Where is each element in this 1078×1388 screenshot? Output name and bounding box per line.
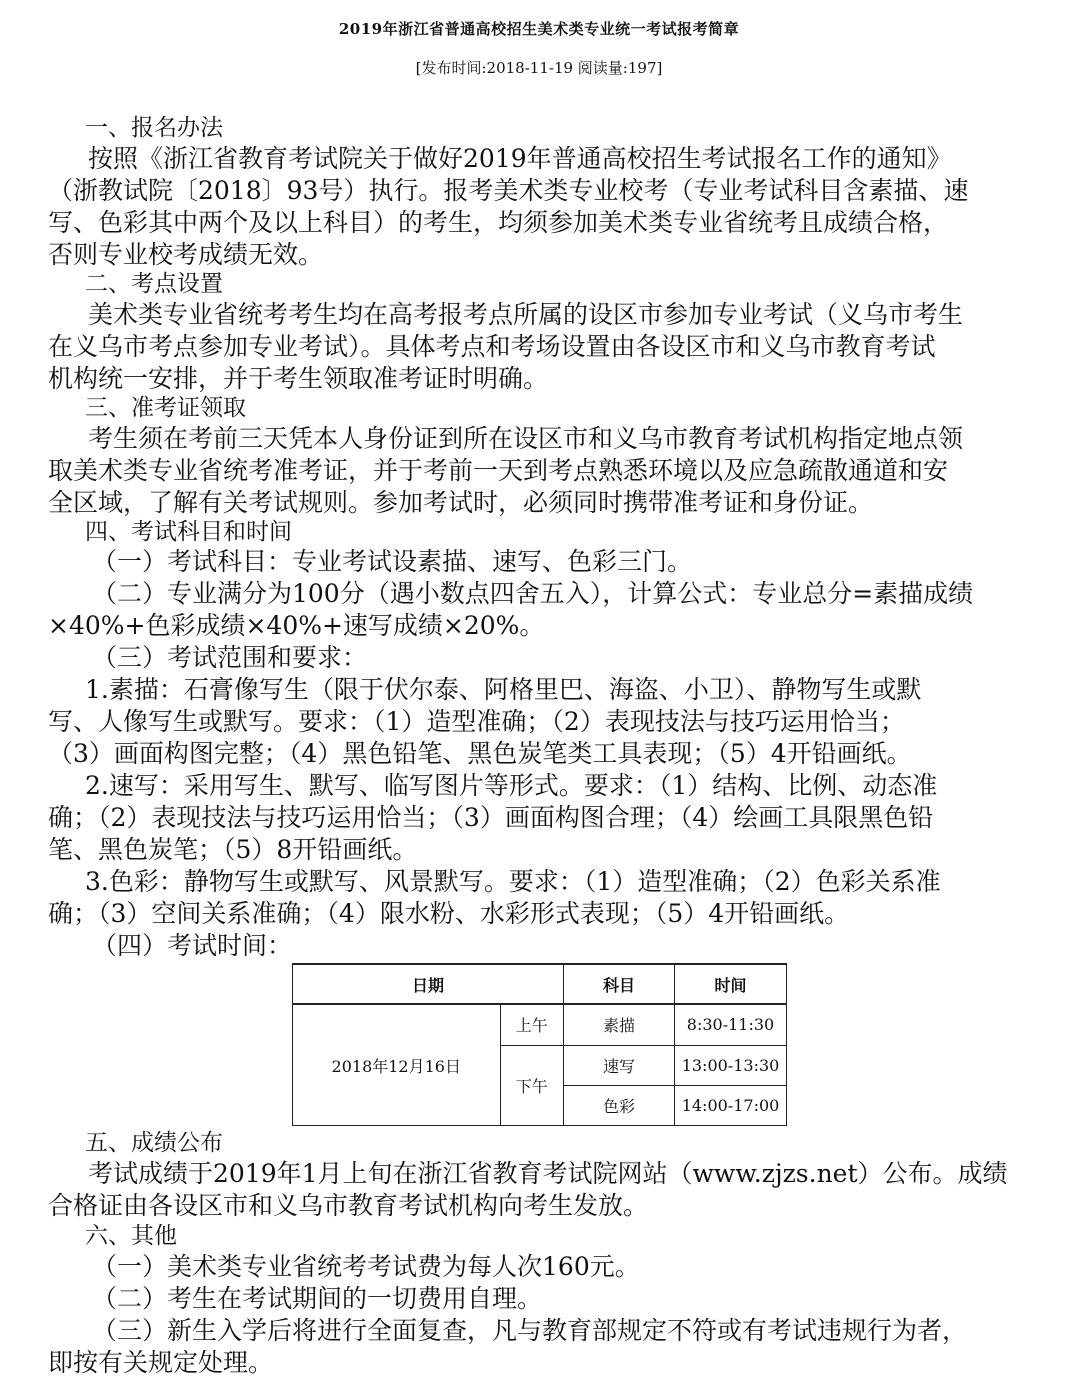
section-3-heading: 三、准考证领取 xyxy=(85,395,246,421)
section-2-heading: 二、考点设置 xyxy=(85,271,223,297)
section-5-line: 合格证由各设区市和义乌市教育考试机构向考生发放。 xyxy=(48,1191,649,1220)
section-6-line: （一）美术类专业省统考考试费为每人次160元。 xyxy=(92,1252,640,1281)
section-4-heading: 四、考试科目和时间 xyxy=(85,519,292,545)
section-5-heading: 五、成绩公布 xyxy=(85,1130,223,1156)
section-4-line: 写、人像写生或默写。要求：（1）造型准确；（2）表现技法与技巧运用恰当； xyxy=(48,707,905,736)
publish-meta: [发布时间:2018-11-19 阅读量:197] xyxy=(415,59,663,77)
section-6-line: 即按有关规定处理。 xyxy=(48,1348,274,1377)
session-afternoon: 下午 xyxy=(500,1045,563,1125)
section-2-line: 在义乌市考点参加专业考试）。具体考点和考场设置由各设区市和义乌市教育考试 xyxy=(48,332,936,361)
session-morning: 上午 xyxy=(500,1004,563,1045)
time-cell: 14:00-17:00 xyxy=(675,1085,787,1125)
section-3-line: 取美术类专业省统考准考证，并于考前一天到考点熟悉环境以及应急疏散通道和安 xyxy=(48,456,949,485)
section-4-line: 确；（2）表现技法与技巧运用恰当；（3）画面构图合理；（4）绘画工具限黑色铅 xyxy=(48,803,934,832)
header-date: 日期 xyxy=(293,964,564,1004)
section-4-line: 3.色彩：静物写生或默写、风景默写。要求：（1）造型准确；（2）色彩关系准 xyxy=(85,867,941,896)
document-title: 2019年浙江省普通高校招生美术类专业统一考试报考简章 xyxy=(338,20,740,38)
table-row xyxy=(293,1004,787,1045)
section-1-line: 写、色彩其中两个及以上科目）的考生，均须参加美术类专业省统考且成绩合格， xyxy=(48,208,949,237)
subject-cell: 速写 xyxy=(564,1045,675,1085)
section-4-line: ×40%+色彩成绩×40%+速写成绩×20%。 xyxy=(48,611,545,640)
exam-schedule-table xyxy=(292,963,787,1126)
section-4-line: 2.速写：采用写生、默写、临写图片等形式。要求：（1）结构、比例、动态准 xyxy=(85,771,938,800)
section-1-line: 否则专业校考成绩无效。 xyxy=(48,240,324,269)
section-1-line: （浙教试院〔2018〕93号）执行。报考美术类专业校考（专业考试科目含素描、速 xyxy=(48,176,969,205)
header-subject: 科目 xyxy=(564,964,675,1004)
subject-cell: 素描 xyxy=(564,1004,675,1045)
section-6-line: （三）新生入学后将进行全面复查，凡与教育部规定不符或有考试违规行为者， xyxy=(92,1316,968,1345)
section-1-heading: 一、报名办法 xyxy=(85,115,223,141)
section-2-line: 美术类专业省统考考生均在高考报考点所属的设区市参加专业考试（义乌市考生 xyxy=(88,300,964,329)
section-6-heading: 六、其他 xyxy=(85,1223,177,1249)
table-header-row xyxy=(293,964,787,1004)
time-cell: 13:00-13:30 xyxy=(675,1045,787,1085)
section-4-line: 1.素描：石膏像写生（限于伏尔泰、阿格里巴、海盗、小卫）、静物写生或默 xyxy=(85,675,922,704)
section-1-line: 按照《浙江省教育考试院关于做好2019年普通高校招生考试报名工作的通知》 xyxy=(88,144,952,173)
subject-cell: 色彩 xyxy=(564,1085,675,1125)
section-6-line: （二）考生在考试期间的一切费用自理。 xyxy=(92,1284,543,1313)
section-4-line: 确；（3）空间关系准确；（4）限水粉、水彩形式表现；（5）4开铅画纸。 xyxy=(48,899,850,928)
section-4-line: （三）考试范围和要求： xyxy=(92,643,368,672)
section-3-line: 全区域，了解有关考试规则。参加考试时，必须同时携带准考证和身份证。 xyxy=(48,488,874,517)
section-5-line: 考试成绩于2019年1月上旬在浙江省教育考试院网站（www.zjzs.net）公布。成绩 xyxy=(88,1159,1008,1188)
header-time: 时间 xyxy=(675,964,787,1004)
section-4-line: （四）考试时间： xyxy=(92,931,293,960)
section-3-line: 考生须在考前三天凭本人身份证到所在设区市和义乌市教育考试机构指定地点领 xyxy=(88,424,964,453)
exam-date: 2018年12月16日 xyxy=(293,1004,501,1126)
section-4-line: （一）考试科目：专业考试设素描、速写、色彩三门。 xyxy=(92,547,693,576)
time-cell: 8:30-11:30 xyxy=(675,1004,787,1045)
section-4-line: 笔、黑色炭笔；（5）8开铅画纸。 xyxy=(48,835,418,864)
section-4-line: （3）画面构图完整；（4）黑色铅笔、黑色炭笔类工具表现；（5）4开铅画纸。 xyxy=(48,739,912,768)
section-4-line: （二）专业满分为100分（遇小数点四舍五入），计算公式：专业总分=素描成绩 xyxy=(92,579,974,608)
section-2-line: 机构统一安排，并于考生领取准考证时明确。 xyxy=(48,364,549,393)
